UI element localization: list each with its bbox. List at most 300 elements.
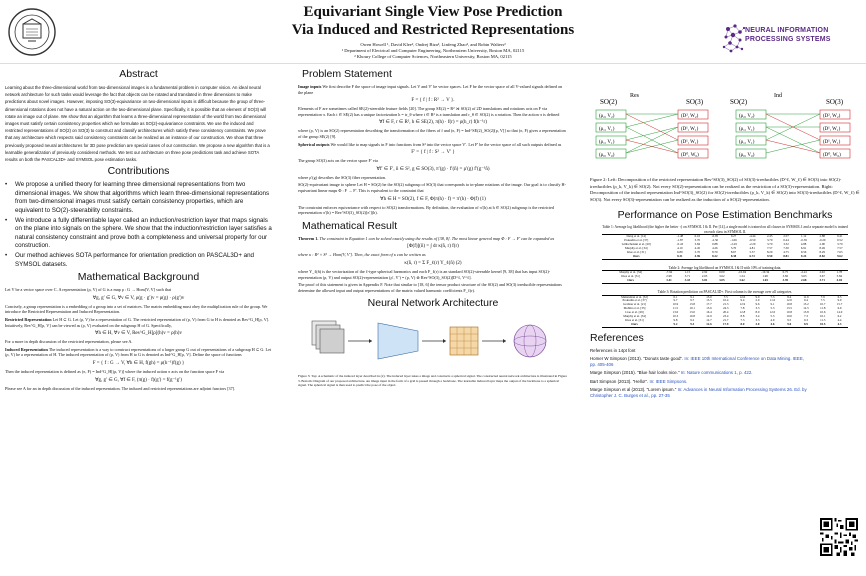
reference-author: Homer W Simpson (2013). "Donuts taste good". <box>590 355 684 361</box>
induced-rep-label: Induced Representation <box>5 346 48 352</box>
theorem-text: The constraint in Equation 1 can be solved exactly using the results of [38, 8]. The most linear general map Φ : F → F′ can be expanded as <box>318 235 555 241</box>
table-cell: 9.4 <box>804 298 808 303</box>
authors: Owen Howell ¹, David Klee², Ondrej Biza², Linfeng Zhao², and Robin Walters² <box>360 42 506 47</box>
table-cell: 24.3 <box>722 306 729 311</box>
so2-label: SO(2) <box>600 98 618 106</box>
abstract-text: Learning about the three-dimensional world from two-dimensional images is a fundamental problem in computer vision. An ideal neural network architecture for such tasks would leverage the fact that objects can be rotated and translated in three dimensions to make predictions about novel images. However, imposing SO(3)-equivariance on two-dimensional inputs is difficult because the group of three-dimensional rotations does not have a natural action on the two-dimensional plane. Specifically, it is possible that an element of SO(3) will rotate an image out of plane. We show that an algorithm that learns a three-dimensional representation of the world from two dimensional images must satisfy certain consistency properties which we formulate as SO(2)-equivariance constraints. We use the induced and restricted representations of SO(2) on SO(3) to construct and classify architectures which satisfy these consistency constraints. We prove that any architecture which respects said consistency constraints can be realized as an instance of our construction. We show that three previously proposed neural architectures for 3D pose prediction are special cases of our construction. We propose a new algorithm that is a learnable generalization of previously considered methods. We test our architecture on three pose predictions task and achieve SOTA results on both the PASCAL3D+ and SYMSOL pose estimation tasks. <box>5 85 270 163</box>
table-cell: Murphy et al. [34] <box>623 314 646 319</box>
table-cell: 1.12 <box>794 235 813 239</box>
contribution-item: • Our method achieves SOTA performance for orientation prediction on PASCAL3D+ and SYMSOL datasets. <box>5 252 272 269</box>
contributions-heading: Contributions <box>107 165 170 178</box>
reference-author: Marge Simpson (2015). "Blue hair looks nice." <box>590 370 680 376</box>
table-cell: 3.81 <box>696 279 713 283</box>
result-para: The proof of this statement is given in Appendix F. Note that similar to [18, 6] the tensor product structure of the SO(2) and SO(3) irreducible representations determine the allowed input and output representations of the matrix valued harmonic coefficients F_ℓ(r). <box>298 282 562 293</box>
table-cell: 21.3 <box>722 302 729 307</box>
so3-label: SO(3) <box>686 98 704 106</box>
res-left-node: (ρ₂, V₂) <box>599 114 615 119</box>
table-cell: 10.8 <box>786 310 792 315</box>
res-right-node: (D², W₂) <box>681 114 699 119</box>
table-cell: 3.67 <box>819 274 825 279</box>
table-row <box>602 323 848 327</box>
table-cell: 3.82 <box>782 274 789 279</box>
table-cell: 7.3 <box>804 314 808 319</box>
table-cell: 12.8 <box>739 310 746 315</box>
table-cell: 8.29 <box>766 250 773 254</box>
table-row <box>602 279 848 283</box>
table-cell: 0.52 <box>837 238 843 243</box>
problem-para: The constraint enforces equivariance with respect to SO(2) transformations. By definition, the evaluation of π′(h) at h ∈ SO(2) subgroup is the restricted representation π′(h) = Res^SO(3)_SO(2)[π′](h). <box>298 204 554 216</box>
table-cell: 9.24 <box>794 255 813 259</box>
table-cell: 12.5 <box>803 306 809 311</box>
reference-item <box>590 356 808 368</box>
spherical-outputs-text: We would like to map signals in F into functions from S² into the vector space V′. Let F′ be the vector space of all such outputs defined as <box>329 141 562 147</box>
table-cell: Deng et al. [14] <box>602 235 671 239</box>
table-cell: 17.9 <box>717 323 734 327</box>
table-cell: Murphy et al. [34] <box>602 271 659 275</box>
table-cell: 3.71 <box>684 274 691 279</box>
table-cell: Mahendran et al. [32] <box>602 295 667 299</box>
table-cell: 3.62 <box>730 279 753 283</box>
table-cell: -2.50 <box>711 238 719 243</box>
induced-rep-para <box>5 347 272 358</box>
table-cell: 9.62 <box>832 255 848 259</box>
table-row <box>602 255 848 259</box>
problem-para <box>298 142 568 148</box>
table-cell: 21.7 <box>722 317 729 322</box>
reference-link[interactable]: In: Advances in Neural Information Processing Systems 26. Ed. by Christopher J. C. Burges et al., pp. 27-35 <box>590 386 807 398</box>
table-cell: 1.90 <box>762 274 768 279</box>
title-line-1: Equivariant Single View Pose Prediction <box>303 4 563 20</box>
table-cell: 6.89 <box>677 250 683 254</box>
table-cell: 3.62 <box>719 274 725 279</box>
references <box>590 332 808 399</box>
ind-left-node: (ρ₀, V₀) <box>739 153 755 158</box>
table-cell: 0.44 <box>783 238 789 243</box>
image-inputs-label: Image inputs <box>298 84 322 89</box>
res-right-node: (D⁰, W₀) <box>681 153 699 158</box>
problem-para: SO(2)-equivariant image to sphere Let H = SO(2) be the SO(2) subgroup of SO(3) that corresponds to in-plane rotations of the image. Our goal is to classify H-equivariant linear maps Φ : F → F′. This is equivalent to the constraint that <box>298 182 566 193</box>
reference-item <box>590 387 808 399</box>
arrow-head-icon <box>369 339 372 343</box>
table-cell: -2.29 <box>748 242 756 247</box>
table-cell: 2.90 <box>819 242 825 247</box>
table-3-caption: Table 3: Rotation prediction on PASCAL3D+. First column is the average over all categories. <box>657 290 793 295</box>
table-cell: -0.29 <box>819 238 826 243</box>
mid-node-column <box>678 110 708 158</box>
ind-left-node: (ρ₁, V₁) <box>739 140 755 145</box>
table-cell: Klee et al. [31] <box>625 317 644 322</box>
table-cell: 8.82 <box>813 255 832 259</box>
table-cell: 8.22 <box>706 255 725 259</box>
table-cell: 15.7 <box>836 302 843 307</box>
table-cell: 2.92 <box>696 271 713 275</box>
table-cell: -0.39 <box>800 238 807 243</box>
math-bg-para: For a more in depth discussion of the restricted representation, please see A. <box>5 339 133 345</box>
column-right <box>590 64 860 401</box>
table-cell: 3.71 <box>814 279 831 283</box>
table-2-caption: Table 2: Average log likelihood on SYMSOL I & II with 10% of training data. <box>668 265 782 270</box>
theorem-eq: κ(ñ, r) = Σ F_ℓ(r) Y_ℓ(ñ) (2) <box>404 260 462 266</box>
table-cell: 12.9 <box>706 314 712 319</box>
table-cell: 9.50 <box>762 255 778 259</box>
math-bg-para: Then the induced representation is defined as (π, F) = Ind^G_H[(ρ, V)] where the induced action π acts on the function space F via <box>5 368 225 374</box>
table-cell: 9.3 <box>804 317 808 322</box>
table-cell: -4.44 <box>743 235 762 239</box>
table-cell: 2.02 <box>814 271 831 275</box>
table-cell: 11.5 <box>820 317 826 322</box>
table-cell: 9.6 <box>755 302 760 307</box>
table-cell: 17.7 <box>706 302 712 307</box>
table-cell: 3.05 <box>713 279 730 283</box>
problem-para: where (ρ, V) is an SO(2) representation describing the transformation of the fibers of f and (π, F) = Ind^SE(2)_SO(2)[ρ, V]] so that (π, F) gives a representation of the group SE(2) [9]. <box>298 128 566 139</box>
table-cell: 16.4 <box>706 310 712 315</box>
table-cell: 13.8 <box>689 302 695 307</box>
reference-link[interactable]: In: IEEE 10th International Conference on Data Mining. IEEE, pp. 405-406 <box>590 355 804 368</box>
table-cell: 5.70 <box>730 246 737 251</box>
problem-eq: ∀f ∈ F, r ∈ R², h ∈ SE(2), π(h) · f(r) = ρ(h_r) f(h⁻¹r) <box>379 120 487 126</box>
table-cell: 11.5 <box>672 306 679 311</box>
table-cell: 20.4 <box>722 310 729 315</box>
table-cell: 0.75 <box>777 271 794 275</box>
table-cell: 9.0 <box>781 323 798 327</box>
problem-eq: ∀f′ ∈ F′, ñ ∈ S², g ∈ SO(3), π′(g) · f′(ñ) = ρ′(g) f′(g⁻¹ñ) <box>376 166 490 172</box>
table-2-grid <box>602 270 848 284</box>
table-cell: 11.8 <box>820 306 826 311</box>
right-right-node-column <box>820 110 850 158</box>
table-cell: 8.38 <box>724 255 743 259</box>
table-3-grid <box>602 295 848 328</box>
table-1-caption: Table 1: Average log likelihood (the higher the better ↑) on SYMSOL I & II. Per [14], a single model is trained on all classes in SYMSOL I and a separate model is trained on each class in SYMSOL II. <box>602 225 848 234</box>
table-cell: 12.0 <box>734 295 751 299</box>
representation-diagram <box>590 82 860 172</box>
table-cell: 7.5 <box>820 298 825 303</box>
res-label: Res <box>630 93 639 99</box>
arrow-head-icon <box>443 339 446 343</box>
table-cell: 3.32 <box>783 242 789 247</box>
table-cell: 2.68 <box>794 279 814 283</box>
table-cell: 4.10 <box>677 246 683 251</box>
table-cell: 4.75 <box>783 250 789 254</box>
table-cell: 7.3 <box>740 317 745 322</box>
table-cell: 1.15 <box>679 271 696 275</box>
sphere-output-icon <box>514 325 546 357</box>
table-cell: 3.70 <box>766 238 773 243</box>
table-cell: 23.4 <box>722 314 729 319</box>
table-cell: -0.95 <box>706 235 725 239</box>
table-cell: 8.81 <box>778 255 794 259</box>
math-bg-eq: ∀g, g′ ∈ G, ∀v ∈ V, ρ(g · g′)v = ρ(g) · ρ(g′)v <box>92 295 185 301</box>
table-cell: 9.2 <box>690 317 695 322</box>
poster-title <box>250 3 616 39</box>
so3-label: SO(3) <box>826 98 844 106</box>
table-cell: 3.43 <box>679 279 696 283</box>
ind-right-node: (D⁰, W₀) <box>823 153 841 158</box>
table-cell: 2.98 <box>666 274 672 279</box>
reference-author: Marge Simpson et al (2013). "Lorem ipsum." <box>590 386 677 392</box>
res-left-node: (ρ₀, V₀) <box>599 153 615 158</box>
column-left <box>5 64 272 393</box>
table-cell: 0.1 <box>667 295 684 299</box>
table-cell: Prokudin et al. [37] <box>622 298 647 303</box>
table-cell: 7.3 <box>764 295 781 299</box>
table-cell: -0.43 <box>676 242 684 247</box>
problem-para <box>298 84 568 95</box>
ind-label: Ind <box>774 93 782 99</box>
table-cell: 10.1 <box>820 314 826 319</box>
reference-item <box>590 379 808 385</box>
table-cell: 3.70 <box>766 242 773 247</box>
result-para: where Y_ℓ(ñ) is the vectorization of the ℓ-type spherical harmonics and each F_ℓ(r) is an standard SO(2)-steerable kernel [9, 38] that has input SO(2)-representation (ρ, V) and output SO(2)-representation (ρ′, V′) = (ρ, V) ⊗ Res^SO(3)_SO(2)[D^ℓ, V^ℓ]. <box>298 268 551 280</box>
table-cell: 10.6 <box>820 310 826 315</box>
conference-line-1: NEURAL INFORMATION <box>745 27 829 34</box>
problem-heading: Problem Statement <box>302 68 392 80</box>
table-cell: 11.0 <box>769 298 776 303</box>
table-cell: 8.9 <box>755 310 760 315</box>
table-cell: 13.2 <box>803 302 809 307</box>
table-cell: 3.70 <box>837 242 843 247</box>
table-cell: -1.48 <box>671 235 690 239</box>
table-cell: 8.8 <box>740 314 745 319</box>
math-bg-eq: F = { f : G → V, ∀h ∈ H, f(gh) = ρ(h⁻¹)f(g) } <box>92 360 185 366</box>
table-cell: 13.0 <box>701 295 718 299</box>
table-cell: 4.3 <box>831 323 848 327</box>
table-cell: 2.45 <box>762 235 778 239</box>
table-cell: 4.4 <box>837 317 842 322</box>
table-cell: 9.7 <box>673 298 678 303</box>
references-list <box>590 348 808 399</box>
table-cell: Grabner et al. [21] <box>623 302 646 307</box>
table-cell: 7.5 <box>717 295 734 299</box>
reference-link[interactable]: In: IEEE Simpsons. <box>649 378 688 384</box>
math-bg-eq: ∀h ∈ H, ∀v ∈ V, Res^G_H[ρ](h)v = ρ(h)v <box>95 331 182 337</box>
architecture-diagram <box>298 313 568 369</box>
theorem-para: where κ : R² × S² → Hom[V, V′]. Then, the exact form of κ can be written as <box>298 252 426 258</box>
res-right-node: (D¹, W₁) <box>681 140 699 145</box>
table-cell: 13.8 <box>803 310 809 315</box>
math-result-heading: Mathematical Result <box>302 219 398 232</box>
references-subheading: References in 14pt font <box>590 347 636 353</box>
table-cell: 8.67 <box>730 250 737 254</box>
table-cell: 6.72 <box>743 255 762 259</box>
problem-eq: F′ = { f | f : S² → V′ } <box>411 150 455 156</box>
math-bg-para: Please see A for an in depth discussion of the induced representation. The induced and restricted representations are adjoint functors [37]. <box>5 385 236 391</box>
table-cell: Gilitschenski et al. [20] <box>621 242 651 247</box>
arrow-head-icon <box>503 339 506 343</box>
table-cell: 6.9 <box>837 306 842 311</box>
table-cell: Klee et al. [31] <box>621 274 640 279</box>
table-cell: 4.6 <box>764 323 781 327</box>
table-cell: 4.26 <box>712 246 718 251</box>
references-heading: References <box>590 331 644 344</box>
table-cell: 6.5 <box>831 295 848 299</box>
table-cell: Ours <box>602 323 667 327</box>
table-cell: 0.88 <box>712 242 718 247</box>
table-cell: Ours <box>602 255 671 259</box>
table-cell: Ours <box>602 279 659 283</box>
ind-left-node: (ρ₁, V₁) <box>739 127 755 132</box>
table-cell: 2.88 <box>813 235 832 239</box>
problem-para: where ρ′(g) describes the SO(3) fiber representation. <box>298 174 387 180</box>
backbone-block-icon <box>378 323 418 359</box>
ind-right-node: (D¹, W₁) <box>823 140 841 145</box>
table-cell: 5.3 <box>770 306 775 311</box>
theorem-para <box>298 236 568 242</box>
table-cell: 3.41 <box>659 279 679 283</box>
table-cell: 10.0 <box>786 314 792 319</box>
ind-connection-lines <box>766 114 820 153</box>
table-1-grid <box>602 234 848 259</box>
table-cell: 7.8 <box>740 306 745 311</box>
ind-right-node: (D², W₂) <box>823 114 841 119</box>
northeastern-seal-icon <box>8 8 56 56</box>
figure2-caption: Figure 2: Left: Decomposition of the restricted representation Res^SO(3)_SO(2) of SO(3)-irreducibles (D^ℓ, W_ℓ) ∈ SO(3) into SO(2)-irreducibles (ρ_k, V_k) ∈ SO(2). Not every SO(2)-representation can be realized as the restriction of a SO(3)-representation. Right: Decomposition of the induced representation Ind^SO(3)_SO(2) for SO(2)-irreducibles (ρ_k, V_k) ∈ SO(2) into SO(3)-irreducibles (D^ℓ, W_ℓ) ∈ SO(3). Not every SO(3)-representation can be realized as the induction of a SO(2)-representation. <box>590 177 860 202</box>
table-cell: 3.70 <box>694 250 701 254</box>
table-cell: 2.9 <box>755 298 760 303</box>
table-1 <box>602 225 848 259</box>
table-cell: 1.78 <box>831 271 848 275</box>
contribution-item: • We propose a unified theory for learning three dimensional representations from two dimensional images. We show that algorithms which learn three-dimensional representations from two-dimensional images must satisfy certain consistency properties, which are equivalent to SO(2)-steerability constraints. <box>5 181 272 215</box>
table-cell: 4.88 <box>800 242 807 247</box>
table-cell: 7.57 <box>766 246 773 251</box>
architecture-heading: Neural Network Architecture <box>367 297 499 310</box>
feature-grid-icon <box>450 327 478 355</box>
table-cell: 1.54 <box>739 274 745 279</box>
table-cell: 8.31 <box>671 255 690 259</box>
table-cell: -0.50 <box>748 238 756 243</box>
table-cell: 14.0 <box>836 310 843 315</box>
table-cell: -7.94 <box>659 271 679 275</box>
architecture-caption: Figure 3: Top: A schematic of the induced layer described in (2). The induced layer takes a image and constructs a spherical signal. The constructed neural network architecture is illustrated in Figure 3. Bottom: Diagram of our proposed architecture. An image input in the form of a grid is passed through a backbone. The learnable induced layer maps the output of the backbone to a spherical signal. The spherical signal is then used to predict the pose of the object. <box>298 374 567 387</box>
table-cell: 4.9 <box>770 317 775 322</box>
table-cell: 6.2 <box>837 314 842 319</box>
table-cell: 9.5 <box>787 317 792 322</box>
contribution-item: • We introduce a fully differentiable layer called an induction/restriction layer that maps signals on the plane into signals on the sphere. We show that the induction/restriction layer satisfies a natural consistency constraint and prove both a completeness and universal property for our construction. <box>5 217 272 251</box>
math-bg-eq: ∀g, g′ ∈ G, ∀f ∈ F, (π(g) · f)(g′) = f(g⁻¹g′) <box>95 377 182 383</box>
table-cell: Klee et al. [31] <box>626 250 646 254</box>
table-cell: 10.1 <box>689 306 695 311</box>
table-cell: 12.0 <box>786 298 792 303</box>
affiliation-2: ² Khoury College of Computer Sciences, Northeastern University, Boston MA, 02115 <box>354 54 512 59</box>
table-cell: 4.81 <box>749 246 755 251</box>
table-cell: -1.06 <box>730 238 737 243</box>
table-cell: 3.4 <box>755 314 760 319</box>
input-image-stack-icon <box>312 321 344 353</box>
problem-eq: F = { f | f : R² → V }. <box>411 98 455 104</box>
affiliation-1: ¹ Department of Electrical and Computer Engineering, Northeastern University, Boston MA, 02115 <box>341 48 525 53</box>
induced-rep-text: The induced representation is a way to construct representations of a larger group G out of representations of a subgroup H ⊆ G. Let (ρ, V) be a representation of H. The induced representation of (ρ, V) from H to G is denoted as Ind^G_H[ρ, V]. Define the space of functions <box>5 346 272 358</box>
table-cell: 8.4 <box>781 295 798 299</box>
table-cell: 8.9 <box>798 323 815 327</box>
theorem-eq: [Φ(f)](ñ) = ∫ dr κ(ñ, r) f(r) <box>407 244 459 250</box>
table-cell: Mohlin et al. [33] <box>623 306 646 311</box>
table-cell: 4.96 <box>689 255 705 259</box>
table-cell: 8.49 <box>819 246 825 251</box>
table-cell: 5.3 <box>770 314 775 319</box>
ind-right-node: (D¹, W₁) <box>823 127 841 132</box>
table-cell: 8.70 <box>712 250 718 254</box>
table-cell: 3.3 <box>755 306 760 311</box>
res-right-node: (D¹, W₁) <box>681 127 699 132</box>
res-left-node: (ρ₁, V₁) <box>599 140 615 145</box>
table-cell: 8.0 <box>734 323 751 327</box>
table-cell: 7.9 <box>814 295 831 299</box>
table-cell: 10.9 <box>672 302 679 307</box>
so2-label: SO(2) <box>730 98 748 106</box>
res-connection-lines <box>626 114 678 153</box>
image-inputs-text: We first describe F the space of image input signals. Let V and V′ be vector spaces. Let F be the vector space of all V-valued signals defined on the plane <box>298 84 563 95</box>
table-cell: 9.2 <box>667 323 684 327</box>
restricted-rep-label: Restricted Representation <box>5 316 52 322</box>
table-cell: 9.1 <box>684 295 701 299</box>
column-middle <box>298 64 568 389</box>
authors-block <box>250 42 616 60</box>
problem-para: Elements of F are sometimes called SE(2)-steerable feature fields [20]. The group SE(2) = R² ⋊ SO(2) of 2D translations and rotations acts on F via representation π. Each t ∈ SE(2) has a unique factorization h = tr_θ where t ∈ R² is a translation and r_θ ∈ SO(2) is a rotation. Then the action π is defined <box>298 106 560 117</box>
table-cell: 9.8 <box>673 317 678 322</box>
res-left-node: (ρ₁, V₁) <box>599 127 615 132</box>
right-left-node-column <box>736 110 766 158</box>
table-cell: 3.95 <box>777 279 794 283</box>
math-bg-para: Let V be a vector space over C. A representation (ρ, V) of G is a map ρ : G → Hom[V, V] such that <box>5 287 172 293</box>
table-cell: -2.41 <box>794 271 814 275</box>
table-cell: 10.8 <box>786 302 792 307</box>
table-cell: 7.65 <box>837 250 843 254</box>
table-cell: 3.84 <box>694 242 701 247</box>
table-cell: 5.37 <box>749 250 755 254</box>
left-node-column <box>596 110 626 158</box>
table-cell: -2.29 <box>730 242 737 247</box>
table-cell: 12.7 <box>706 317 712 322</box>
table-cell: 2.03 <box>701 274 708 279</box>
table-cell: Prokudin et al. [37] <box>624 238 649 243</box>
table-3 <box>602 290 848 328</box>
table-cell: 11.6 <box>798 295 815 299</box>
conference-name <box>745 27 865 44</box>
problem-para: The group SO(3) acts on the vector space F′ via <box>298 158 378 164</box>
table-cell: 13.0 <box>689 310 695 315</box>
qr-code-icon[interactable] <box>820 518 858 556</box>
table-cell: 10.5 <box>814 323 831 327</box>
table-cell: 6.91 <box>800 246 807 251</box>
table-cell: 4.04 <box>831 279 848 283</box>
reference-item <box>590 370 808 376</box>
table-cell: 9.7 <box>690 298 695 303</box>
abstract-heading: Abstract <box>119 68 158 80</box>
conference-line-2: PROCESSING SYSTEMS <box>745 35 831 43</box>
math-background-heading: Mathematical Background <box>77 271 200 284</box>
table-cell: 12.9 <box>739 302 746 307</box>
table-cell: -10.04 <box>730 271 753 275</box>
table-cell: 4.45 <box>694 246 701 251</box>
table-cell: 0.16 <box>689 235 705 239</box>
table-cell: 9.4 <box>740 298 745 303</box>
table-cell: 9.0 <box>751 295 764 299</box>
math-bg-para: Concisely, a group representation is a embedding of a group into a set of matrices. The matrix embedding must obey the multiplication rule of the group. We introduce the Restricted Representation and Induced Representation. <box>5 303 268 315</box>
table-cell: 10.8 <box>689 314 695 319</box>
restricted-rep-text: Let H ⊆ G. Let (ρ, V) be a representation of G. The restricted representation of (ρ, V) from G to H is denoted as Res^G_H[ρ, V]. Intuitively, Res^G_H[ρ, V] can be viewed as (ρ, V) evaluated on the subgroup H of G. Specifically, <box>5 316 270 328</box>
table-cell: 15.6 <box>706 306 712 311</box>
problem-eq: ∀h ∈ H = SO(2), f ∈ F, Φ(π(h) · f) = π′(h) · Φ(f) (1) <box>380 196 486 202</box>
table-cell: 10.4 <box>722 298 729 303</box>
table-cell: 10.7 <box>820 302 826 307</box>
table-cell: 13.0 <box>672 310 679 315</box>
table-cell: 3.3 <box>755 317 760 322</box>
table-cell: 15.5 <box>706 298 712 303</box>
reference-link[interactable]: In: Nature communications 1, p. 422. <box>680 370 753 376</box>
title-line-2: Via Induced and Restricted Representations <box>291 22 575 38</box>
table-cell: 9.1 <box>770 302 775 307</box>
table-cell: 0.00 <box>713 271 730 275</box>
ind-left-node: (ρ₂, V₂) <box>739 114 755 119</box>
